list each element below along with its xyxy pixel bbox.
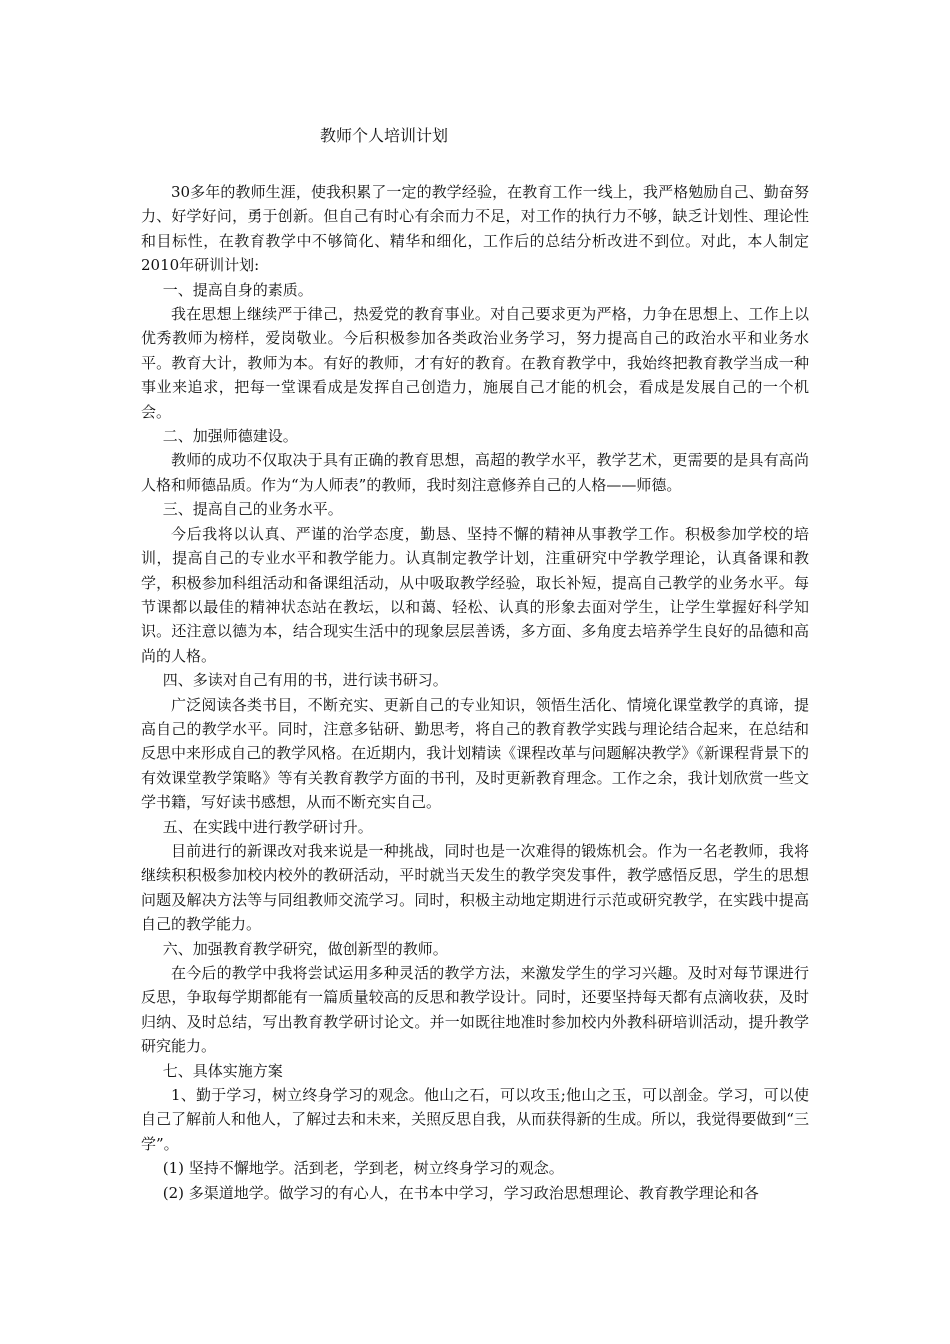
- section-paragraph-1: 我在思想上继续严于律己，热爱党的教育事业。对自己要求更为严格，力争在思想上、工作上以优秀教师为榜样，爱岗敬业。今后积极参加各类政治业务学习，努力提高自己的政治水平和业务水平。教育大计，教师为本。有好的教师，才有好的教育。在教育教学中，我始终把教育教学当成一种事业来追求，把每一堂课看成是发挥自己创造力，施展自己才能的机会，看成是发展自己的一个机会。: [141, 305, 809, 421]
- section-paragraph-3: 今后我将以认真、严谨的治学态度，勤恳、坚持不懈的精神从事教学工作。积极参加学校的培训，提高自己的专业水平和教学能力。认真制定教学计划，注重研究中学教学理论，认真备课和教学，积极参加科组活动和备课组活动，从中吸取教学经验，取长补短，提高自己教学的业务水平。每节课都以最佳的精神状态站在教坛，以和蔼、轻松、认真的形象去面对学生，让学生掌握好科学知识。还注意以德为本，结合现实生活中的现象层层善诱，多方面、多角度去培养学生良好的品德和高尚的人格。: [141, 524, 809, 665]
- implementation-subpoint-1: (1) 坚持不懈地学。活到老，学到老，树立终身学习的观念。: [162, 1159, 564, 1178]
- section-paragraph-2: 教师的成功不仅取决于具有正确的教育思想，高超的教学水平，教学艺术，更需要的是具有高尚人格和师德品质。作为“为人师表”的教师，我时刻注意修养自己的人格——师德。: [141, 451, 809, 494]
- intro-paragraph: 30多年的教师生涯，使我积累了一定的教学经验，在教育工作一线上，我严格勉励自己、勤奋努力、好学好问，勇于创新。但自己有时心有余而力不足，对工作的执行力不够，缺乏计划性、理论性和目标性，在教育教学中不够简化、精华和细化，工作后的总结分析改进不到位。对此，本人制定2010年研训计划:: [141, 183, 809, 275]
- section-heading-2: 二、加强师德建设。: [162, 427, 298, 446]
- document-title: 教师个人培训计划: [320, 126, 449, 145]
- document-body: [141, 180, 809, 1205]
- section-paragraph-4: 广泛阅读各类书目，不断充实、更新自己的专业知识，领悟生活化、情境化课堂教学的真谛，提高自己的教学水平。同时，注意多钻研、勤思考，将自己的教育教学实践与理论结合起来，在总结和反思中来形成自己的教学风格。在近期内，我计划精读《课程改革与问题解决教学》《新课程背景下的有效课堂教学策略》等有关教育教学方面的书刊，及时更新教育理念。工作之余，我计划欣赏一些文学书籍，写好读书感想，从而不断充实自己。: [141, 695, 809, 812]
- implementation-subpoint-2: (2) 多渠道地学。做学习的有心人，在书本中学习，学习政治思想理论、教育教学理论和各: [162, 1183, 759, 1202]
- implementation-point-1: 1、勤于学习，树立终身学习的观念。他山之石，可以攻玉;他山之玉，可以剖金。学习，可以使自己了解前人和他人，了解过去和未来，关照反思自我，从而获得新的生成。所以，我觉得要做到“三学”。: [141, 1086, 809, 1153]
- section-paragraph-6: 在今后的教学中我将尝试运用多种灵活的教学方法，来激发学生的学习兴趣。及时对每节课进行反思，争取每学期都能有一篇质量较高的反思和教学设计。同时，还要坚持每天都有点滴收获，及时归纳、及时总结，写出教育教学研讨论文。并一如既往地准时参加校内外教科研培训活动，提升教学研究能力。: [141, 964, 809, 1056]
- section-paragraph-5: 目前进行的新课改对我来说是一种挑战，同时也是一次难得的锻炼机会。作为一名老教师，我将继续积积极参加校内校外的教研活动，平时就当天发生的教学突发事件，教学感悟反思，学生的思想问题及解决方法等与同组教师交流学习。同时，积极主动地定期进行示范或研究教学，在实践中提高自己的教学能力。: [141, 841, 809, 934]
- section-heading-5: 五、在实践中进行教学研讨升。: [162, 817, 373, 836]
- section-heading-6: 六、加强教育教学研究，做创新型的教师。: [162, 939, 448, 958]
- section-heading-1: 一、提高自身的素质。: [162, 280, 313, 299]
- section-heading-4: 四、多读对自己有用的书，进行读书研习。: [162, 671, 448, 690]
- section-heading-3: 三、提高自己的业务水平。: [162, 500, 343, 519]
- implementation-heading: 七、具体实施方案: [162, 1061, 283, 1080]
